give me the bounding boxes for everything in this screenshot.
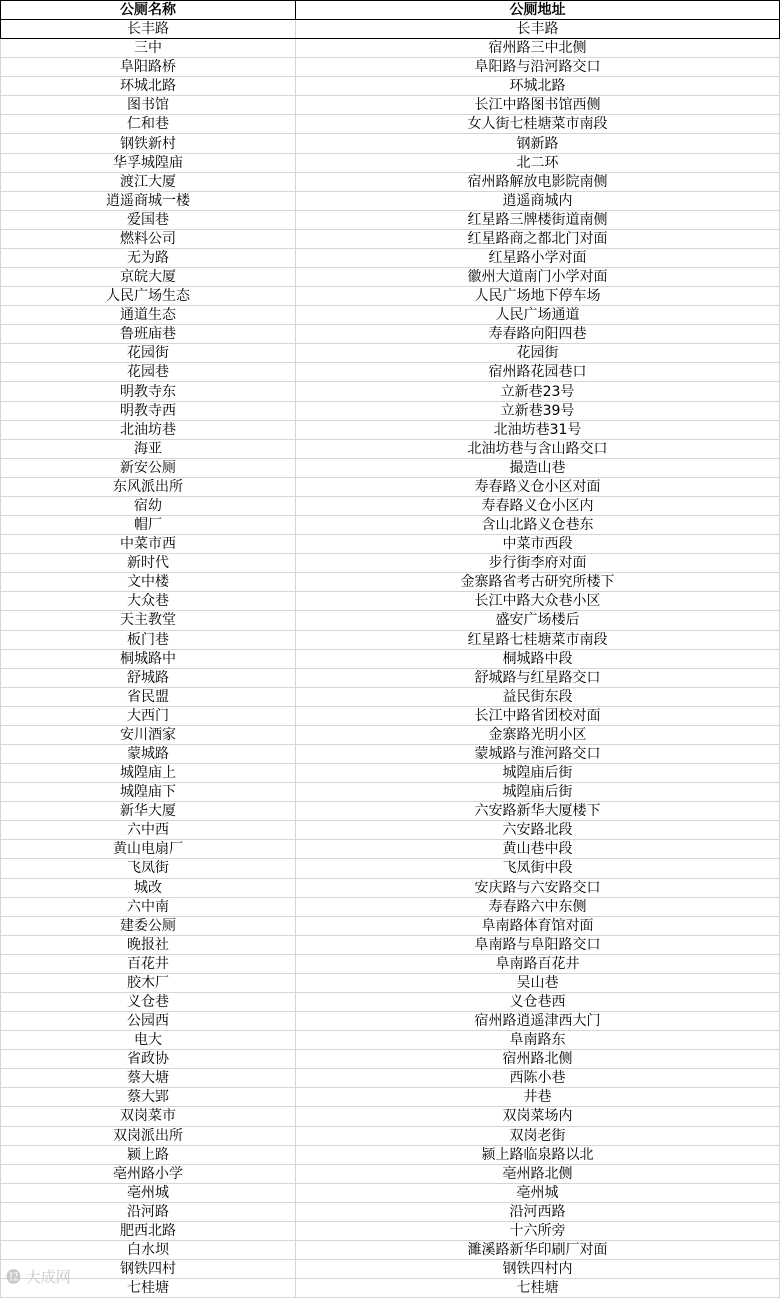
cell-name[interactable]: 蔡大郢 [1, 1088, 296, 1107]
cell-address[interactable]: 井巷 [296, 1088, 780, 1107]
table-row [1, 859, 780, 878]
table-row [1, 1164, 780, 1183]
cell-address[interactable]: 阜南路百花井 [296, 954, 780, 973]
cell-name[interactable]: 建委公厕 [1, 916, 296, 935]
cell-name[interactable]: 文中楼 [1, 573, 296, 592]
cell-name[interactable]: 帽厂 [1, 516, 296, 535]
cell-address[interactable]: 吴山巷 [296, 973, 780, 992]
cell-address[interactable]: 濉溪路新华印刷厂对面 [296, 1241, 780, 1260]
table-row [1, 744, 780, 763]
cell-address[interactable]: 宿州路花园巷口 [296, 363, 780, 382]
table-body [1, 20, 780, 1298]
table-row [1, 96, 780, 115]
cell-name[interactable]: 亳州城 [1, 1183, 296, 1202]
cell-address[interactable]: 双岗菜场内 [296, 1107, 780, 1126]
cell-address[interactable]: 十六所旁 [296, 1221, 780, 1240]
cell-name[interactable]: 蔡大塘 [1, 1069, 296, 1088]
cell-address[interactable]: 红星路小学对面 [296, 248, 780, 267]
table-row [1, 1069, 780, 1088]
cell-name[interactable]: 桐城路中 [1, 649, 296, 668]
table-row [1, 706, 780, 725]
table-row [1, 725, 780, 744]
cell-name[interactable]: 省民盟 [1, 687, 296, 706]
table-row [1, 39, 780, 58]
table-row [1, 668, 780, 687]
cell-address[interactable]: 安庆路与六安路交口 [296, 878, 780, 897]
cell-name[interactable]: 颍上路 [1, 1145, 296, 1164]
cell-address[interactable]: 沿河西路 [296, 1202, 780, 1221]
cell-address[interactable]: 寿春路六中东侧 [296, 897, 780, 916]
watermark-text: 大成网 [25, 1268, 71, 1286]
cell-address[interactable]: 立新巷39号 [296, 401, 780, 420]
cell-address[interactable]: 中菜市西段 [296, 535, 780, 554]
cell-address[interactable]: 钢铁四村内 [296, 1260, 780, 1279]
cell-address[interactable]: 七桂塘 [296, 1279, 780, 1298]
cell-address[interactable]: 长江中路大众巷小区 [296, 592, 780, 611]
cell-address[interactable]: 花园街 [296, 344, 780, 363]
cell-name[interactable]: 大众巷 [1, 592, 296, 611]
cell-address[interactable]: 立新巷23号 [296, 382, 780, 401]
table-row [1, 20, 780, 39]
cell-address[interactable]: 宿州路三中北侧 [296, 39, 780, 58]
cell-address[interactable]: 钢新路 [296, 134, 780, 153]
cell-name[interactable]: 海亚 [1, 439, 296, 458]
cell-address[interactable]: 步行街李府对面 [296, 554, 780, 573]
cell-name[interactable]: 胶木厂 [1, 973, 296, 992]
cell-name[interactable]: 蒙城路 [1, 744, 296, 763]
cell-address[interactable]: 金寨路省考古研究所楼下 [296, 573, 780, 592]
cell-name[interactable]: 飞凤街 [1, 859, 296, 878]
table-row [1, 287, 780, 306]
cell-address[interactable]: 撮造山巷 [296, 458, 780, 477]
table-row [1, 191, 780, 210]
header-row [1, 1, 780, 20]
table-row [1, 58, 780, 77]
cell-name[interactable]: 安川酒家 [1, 725, 296, 744]
table-row [1, 897, 780, 916]
cell-address[interactable]: 飞凤街中段 [296, 859, 780, 878]
table-row [1, 1126, 780, 1145]
cell-name[interactable]: 大西门 [1, 706, 296, 725]
cell-name[interactable]: 白水坝 [1, 1241, 296, 1260]
table-row [1, 439, 780, 458]
cell-name[interactable]: 双岗派出所 [1, 1126, 296, 1145]
cell-address[interactable]: 长丰路 [296, 20, 780, 39]
table-row [1, 363, 780, 382]
cell-address[interactable]: 阜阳路与沿河路交口 [296, 58, 780, 77]
cell-name[interactable]: 爱国巷 [1, 210, 296, 229]
table-row [1, 840, 780, 859]
cell-name[interactable]: 宿幼 [1, 496, 296, 515]
table-row [1, 1031, 780, 1050]
cell-name[interactable]: 城隍庙下 [1, 783, 296, 802]
table-row [1, 1183, 780, 1202]
table-row [1, 973, 780, 992]
cell-address[interactable]: 宿州路北侧 [296, 1050, 780, 1069]
table-row [1, 229, 780, 248]
cell-address[interactable]: 益民街东段 [296, 687, 780, 706]
cell-name[interactable]: 钢铁新村 [1, 134, 296, 153]
cell-name[interactable]: 肥西北路 [1, 1221, 296, 1240]
cell-name[interactable]: 沿河路 [1, 1202, 296, 1221]
cell-address[interactable]: 红星路商之都北门对面 [296, 229, 780, 248]
cell-address[interactable]: 人民广场通道 [296, 306, 780, 325]
cell-address[interactable]: 亳州城 [296, 1183, 780, 1202]
cell-address[interactable]: 北油坊巷与含山路交口 [296, 439, 780, 458]
cell-name[interactable]: 义仓巷 [1, 992, 296, 1011]
table-row [1, 1241, 780, 1260]
cell-name[interactable]: 仁和巷 [1, 115, 296, 134]
table-row [1, 344, 780, 363]
cell-address[interactable]: 寿春路向阳四巷 [296, 325, 780, 344]
table-row [1, 458, 780, 477]
table-row [1, 554, 780, 573]
table-row [1, 382, 780, 401]
cell-address[interactable]: 义仓巷西 [296, 992, 780, 1011]
cell-name[interactable]: 花园街 [1, 344, 296, 363]
cell-name[interactable]: 燃料公司 [1, 229, 296, 248]
table-row [1, 1107, 780, 1126]
cell-address[interactable]: 蒙城路与淮河路交口 [296, 744, 780, 763]
cell-name[interactable]: 逍遥商城一楼 [1, 191, 296, 210]
cell-name[interactable]: 长丰路 [1, 20, 296, 39]
cell-address[interactable]: 寿春路义仓小区内 [296, 496, 780, 515]
cell-address[interactable]: 城隍庙后街 [296, 783, 780, 802]
table-row [1, 1202, 780, 1221]
table-row [1, 992, 780, 1011]
cell-name[interactable]: 电大 [1, 1031, 296, 1050]
cell-name[interactable]: 晚报社 [1, 935, 296, 954]
watermark-icon: ⓬ [6, 1268, 22, 1286]
cell-name[interactable]: 舒城路 [1, 668, 296, 687]
table-row [1, 134, 780, 153]
cell-address[interactable]: 徽州大道南门小学对面 [296, 268, 780, 287]
cell-address[interactable]: 红星路三牌楼街道南侧 [296, 210, 780, 229]
table-row [1, 878, 780, 897]
cell-name[interactable]: 明教寺西 [1, 401, 296, 420]
cell-address[interactable]: 黄山巷中段 [296, 840, 780, 859]
cell-name[interactable]: 鲁班庙巷 [1, 325, 296, 344]
cell-address[interactable]: 城隍庙后街 [296, 764, 780, 783]
cell-name[interactable]: 京皖大厦 [1, 268, 296, 287]
table-row [1, 802, 780, 821]
table-row [1, 916, 780, 935]
cell-name[interactable]: 新时代 [1, 554, 296, 573]
cell-address[interactable]: 六安路新华大厦楼下 [296, 802, 780, 821]
table-row [1, 306, 780, 325]
table-row [1, 516, 780, 535]
cell-address[interactable]: 亳州路北侧 [296, 1164, 780, 1183]
table-row [1, 401, 780, 420]
table-row [1, 687, 780, 706]
table-row [1, 535, 780, 554]
cell-name[interactable]: 图书馆 [1, 96, 296, 115]
cell-name[interactable]: 无为路 [1, 248, 296, 267]
cell-name[interactable]: 黄山电扇厂 [1, 840, 296, 859]
cell-name[interactable]: 人民广场生态 [1, 287, 296, 306]
cell-address[interactable]: 长江中路图书馆西侧 [296, 96, 780, 115]
table-row [1, 1088, 780, 1107]
cell-address[interactable]: 阜南路体育馆对面 [296, 916, 780, 935]
table-row [1, 1012, 780, 1031]
table-row [1, 420, 780, 439]
cell-name[interactable]: 环城北路 [1, 77, 296, 96]
cell-address[interactable]: 阜南路东 [296, 1031, 780, 1050]
cell-address[interactable]: 双岗老街 [296, 1126, 780, 1145]
cell-name[interactable]: 渡江大厦 [1, 172, 296, 191]
cell-address[interactable]: 舒城路与红星路交口 [296, 668, 780, 687]
cell-name[interactable]: 天主教堂 [1, 611, 296, 630]
cell-address[interactable]: 宿州路解放电影院南侧 [296, 172, 780, 191]
table-row [1, 592, 780, 611]
cell-name[interactable]: 通道生态 [1, 306, 296, 325]
table-row [1, 325, 780, 344]
cell-name[interactable]: 三中 [1, 39, 296, 58]
table-row [1, 649, 780, 668]
cell-address[interactable]: 环城北路 [296, 77, 780, 96]
table-row [1, 1050, 780, 1069]
column-header-address[interactable]: 公厕地址 [296, 1, 780, 20]
cell-address[interactable]: 含山北路义仓巷东 [296, 516, 780, 535]
cell-name[interactable]: 华孚城隍庙 [1, 153, 296, 172]
cell-name[interactable]: 七桂塘 [1, 1279, 296, 1298]
cell-name[interactable]: 百花井 [1, 954, 296, 973]
table-row [1, 77, 780, 96]
cell-name[interactable]: 东风派出所 [1, 477, 296, 496]
table-row [1, 783, 780, 802]
table-row [1, 1145, 780, 1164]
table-row [1, 611, 780, 630]
cell-address[interactable]: 六安路北段 [296, 821, 780, 840]
cell-name[interactable]: 城改 [1, 878, 296, 897]
cell-name[interactable]: 阜阳路桥 [1, 58, 296, 77]
cell-name[interactable]: 六中南 [1, 897, 296, 916]
table-row [1, 172, 780, 191]
cell-name[interactable]: 城隍庙上 [1, 764, 296, 783]
cell-name[interactable]: 公园西 [1, 1012, 296, 1031]
cell-name[interactable]: 新华大厦 [1, 802, 296, 821]
cell-address[interactable]: 寿春路义仓小区对面 [296, 477, 780, 496]
cell-name[interactable]: 北油坊巷 [1, 420, 296, 439]
cell-name[interactable]: 明教寺东 [1, 382, 296, 401]
table-row [1, 153, 780, 172]
table-row [1, 1221, 780, 1240]
table-row [1, 210, 780, 229]
cell-name[interactable]: 六中西 [1, 821, 296, 840]
table-row [1, 821, 780, 840]
cell-name[interactable]: 省政协 [1, 1050, 296, 1069]
table-row [1, 477, 780, 496]
cell-address[interactable]: 北油坊巷31号 [296, 420, 780, 439]
cell-address[interactable]: 金寨路光明小区 [296, 725, 780, 744]
table-row [1, 248, 780, 267]
cell-address[interactable]: 颍上路临泉路以北 [296, 1145, 780, 1164]
cell-name[interactable]: 中菜市西 [1, 535, 296, 554]
cell-name[interactable]: 板门巷 [1, 630, 296, 649]
cell-address[interactable]: 红星路七桂塘菜市南段 [296, 630, 780, 649]
cell-address[interactable]: 人民广场地下停车场 [296, 287, 780, 306]
table-row [1, 268, 780, 287]
cell-address[interactable]: 西陈小巷 [296, 1069, 780, 1088]
cell-address[interactable]: 女人街七桂塘菜市南段 [296, 115, 780, 134]
table-row [1, 954, 780, 973]
table-row [1, 573, 780, 592]
cell-address[interactable]: 桐城路中段 [296, 649, 780, 668]
table-row [1, 115, 780, 134]
table-row [1, 764, 780, 783]
cell-address[interactable]: 宿州路逍遥津西大门 [296, 1012, 780, 1031]
cell-name[interactable]: 新安公厕 [1, 458, 296, 477]
cell-address[interactable]: 盛安广场楼后 [296, 611, 780, 630]
cell-address[interactable]: 阜南路与阜阳路交口 [296, 935, 780, 954]
table-row [1, 630, 780, 649]
cell-name[interactable]: 亳州路小学 [1, 1164, 296, 1183]
column-header-name[interactable]: 公厕名称 [1, 1, 296, 20]
cell-address[interactable]: 逍遥商城内 [296, 191, 780, 210]
cell-name[interactable]: 钢铁四村 [1, 1260, 296, 1279]
cell-name[interactable]: 花园巷 [1, 363, 296, 382]
table-row [1, 935, 780, 954]
cell-address[interactable]: 长江中路省团校对面 [296, 706, 780, 725]
cell-name[interactable]: 双岗菜市 [1, 1107, 296, 1126]
table-row [1, 1260, 780, 1279]
cell-address[interactable]: 北二环 [296, 153, 780, 172]
table-row [1, 496, 780, 515]
